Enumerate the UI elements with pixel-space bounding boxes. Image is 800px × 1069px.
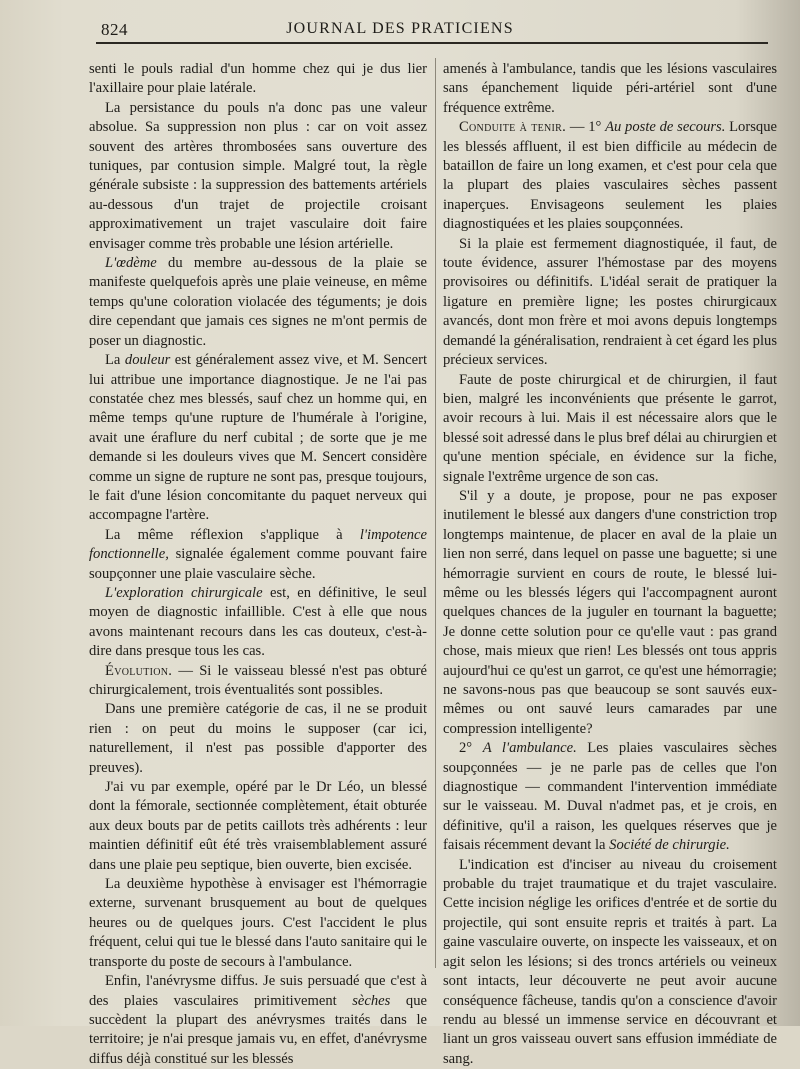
emphasis-term: l'impotence fonctionnelle, [89, 526, 427, 563]
paragraph-text: est, en définitive, le seul moyen de diagnostic infaillible. C'est à elle que nous avons maintenant recours dans les cas douteux, c'est-à-dire dans presque tous les cas. [89, 584, 427, 660]
paragraph [89, 254, 427, 351]
section-heading: Conduite à tenir. [459, 119, 567, 136]
paragraph-text: est généralement assez vive, et M. Sencert lui attribue une importance diagnostique. Je ne l'ai pas constatée chez mes blessés, sauf chez un homme qui, en même temps qu'une rupture de l'humérale à l'origine, avait une éraflure du nerf cubital ; de sorte que je me demande si les douleurs vives que M. Sencert considère comme un signe de rupture ne sont pas, presque toujours, le fait d'une lésion concomitante du paquet nerveux qui accompagne l'artère. [89, 352, 427, 524]
paragraph: senti le pouls radial d'un homme chez qui je dus lier l'axillaire pour plaie latérale. [89, 61, 427, 97]
paragraph-text: Lorsque les blessés affluent, il est bien difficile au médecin de bataillon de faire un long examen, et c'est pour cela que la plupart des plaies vasculaires sèches passent inaperçues. Envisageons seulement les plaies diagnostiquées et les plaies soupçonnées. [443, 119, 777, 233]
subsection-heading: A l'ambulance. [482, 740, 577, 757]
page-number: 824 [101, 20, 128, 39]
emphasis-term: douleur [124, 352, 171, 369]
paragraph-text: — Si le vaisseau blessé n'est pas obturé chirurgicalement, trois éventualités sont possibles. [89, 662, 427, 698]
paragraph: Si la plaie est fermement diagnostiquée, il faut, de toute évidence, assurer l'hémostase par des moyens provisoires ou définitifs. L'idéal serait de pratiquer la ligature en première ligne; les postes chirurgicaux avancés, dont mon frère et moi avons depuis longtemps demandé la généralisation, rendraient à cet égard les plus précieux services. [443, 235, 777, 369]
emphasis-term: L'œdème [105, 255, 157, 272]
paragraph-text: du membre au-dessous de la plaie se manifeste quelquefois après une plaie veineuse, en même temps qu'une coloration violacée des téguments; je dois dire cependant que jamais ces signes ne m'ont permis de poser un diagnostic. [89, 255, 427, 349]
paragraph: Dans une première catégorie de cas, il ne se produit rien : on peut du moins le supposer (car ici, naturellement, il n'est pas possible d'apporter des preuves). [89, 701, 427, 776]
left-column [89, 60, 427, 1069]
paragraph: La persistance du pouls n'a donc pas une valeur absolue. Sa suppression non plus : car on voit assez souvent des artères thrombosées sans ouverture des tuniques, par contusion simple. Malgré tout, la règle générale subsiste : la suppression des battements artériels au-dessous d'un trajet de projectile croisant approximativement un trajet vasculaire doit faire envisager comme très probable une lésion artérielle. [89, 99, 427, 252]
paragraph [89, 351, 427, 526]
paragraph-text: La [105, 352, 125, 369]
paragraph [89, 972, 427, 1069]
paragraph: J'ai vu par exemple, opéré par le Dr Léo, un blessé dont la fémorale, sectionnée complètement, était obturée aux deux bouts par de petits caillots très adhérents : leur maintien définitif eût été très vraisemblablement assuré dans une plaie peu septique, bien ouverte, bien excisée. [89, 779, 427, 873]
paragraph-text: signalée également comme pouvant faire soupçonner une plaie vasculaire sèche. [89, 546, 427, 582]
header-rule [96, 42, 768, 44]
right-column [443, 60, 777, 1069]
emphasis-term: Société de chirurgie. [609, 837, 730, 854]
emphasis-term: L'exploration chirurgicale [105, 584, 263, 601]
section-paragraph [443, 118, 777, 234]
paragraph: Faute de poste chirurgical et de chirurgien, il faut bien, malgré les inconvénients que présente le garrot, avoir recours à lui. Mais il est nécessaire alors que le blessé soit adressé dans le plus bref délai au chirurgien et qu'une mention spéciale, en évidence sur la fiche, signale l'extrême urgence de son cas. [443, 371, 777, 485]
page-header [0, 18, 800, 42]
paragraph: amenés à l'ambulance, tandis que les lésions vasculaires sans épanchement liquide péri-artériel sont d'une fréquence extrême. [443, 61, 777, 116]
section-heading: Évolution. [105, 662, 173, 679]
paragraph-text: Enfin, l'anévrysme diffus. Je suis persuadé que c'est à des plaies vasculaires primitivement [89, 973, 427, 1009]
section-paragraph [89, 662, 427, 701]
emphasis-term: sèches [352, 992, 391, 1009]
paragraph [443, 739, 777, 855]
running-title: JOURNAL DES PRATICIENS [286, 20, 514, 37]
paragraph: La deuxième hypothèse à envisager est l'hémorragie externe, survenant brusquement au bout de quelques heures ou de quelques jours. C'est l'accident le plus fréquent, celui qui tue le blessé dans l'auto sanitaire qui le transporte du poste de secours à l'ambulance. [89, 876, 427, 970]
subsection-heading: Au poste de secours. [605, 119, 726, 136]
paragraph [89, 584, 427, 662]
paragraph-text: — 1° [566, 119, 606, 136]
paragraph [89, 526, 427, 584]
paragraph-text: Les plaies vasculaires sèches soupçonnées — je ne parle pas de celles que l'on diagnostique — commandent l'intervention immédiate sur le vaisseau. M. Duval n'admet pas, et je crois, en définitive, qu'il a raison, les quelques réserves que je faisais récemment devant la [443, 740, 777, 854]
paragraph: S'il y a doute, je propose, pour ne pas exposer inutilement le blessé aux dangers d'une constriction trop longtemps maintenue, de placer en aval de la plaie un lien non serré, dans lequel on passe une baguette; si une hémorragie survient en cours de route, le blessé lui-même ou les blessés légers qui l'accompagnent auront quelques chances de la juguler en tournant la baguette; Je donne cette solution pour ce qu'elle vaut : pas grand chose, mais mieux que rien! Les blessés ont tous appris aujourd'hui ce qu'est un garrot, ce qu'est une hémorragie; ne savons-nous pas que beaucoup se sont sauvés eux-mêmes ou ont sauvé leurs camarades par une compression intelligente? [443, 487, 777, 737]
paragraph-text: que succèdent la plupart des anévrysmes traités dans le territoire; je n'ai presque jamais vu, en effet, d'anévrysme diffus déjà constitué sur les blessés [89, 992, 427, 1067]
paragraph-text: La même réflexion s'applique à [105, 526, 360, 543]
paragraph-text: 2° [459, 740, 483, 757]
paragraph: L'indication est d'inciser au niveau du croisement probable du trajet traumatique et du trajet vasculaire. Cette incision néglige les orifices d'entrée et de sortie du projectile, qui sont ensuite repris et traités à part. La gaine vasculaire ouverte, on inspecte les vaisseaux, et on agit selon les lésions; si des troncs artériels ou veineux sont intacts, leur découverte ne peut avoir aucune conséquence fâcheuse, tandis qu'on a conscience d'avoir rendu au blessé un immense service en découvrant et liant un gros vaisseau ouvert sans effusion immédiate de sang. [443, 856, 777, 1067]
column-divider [435, 58, 436, 968]
